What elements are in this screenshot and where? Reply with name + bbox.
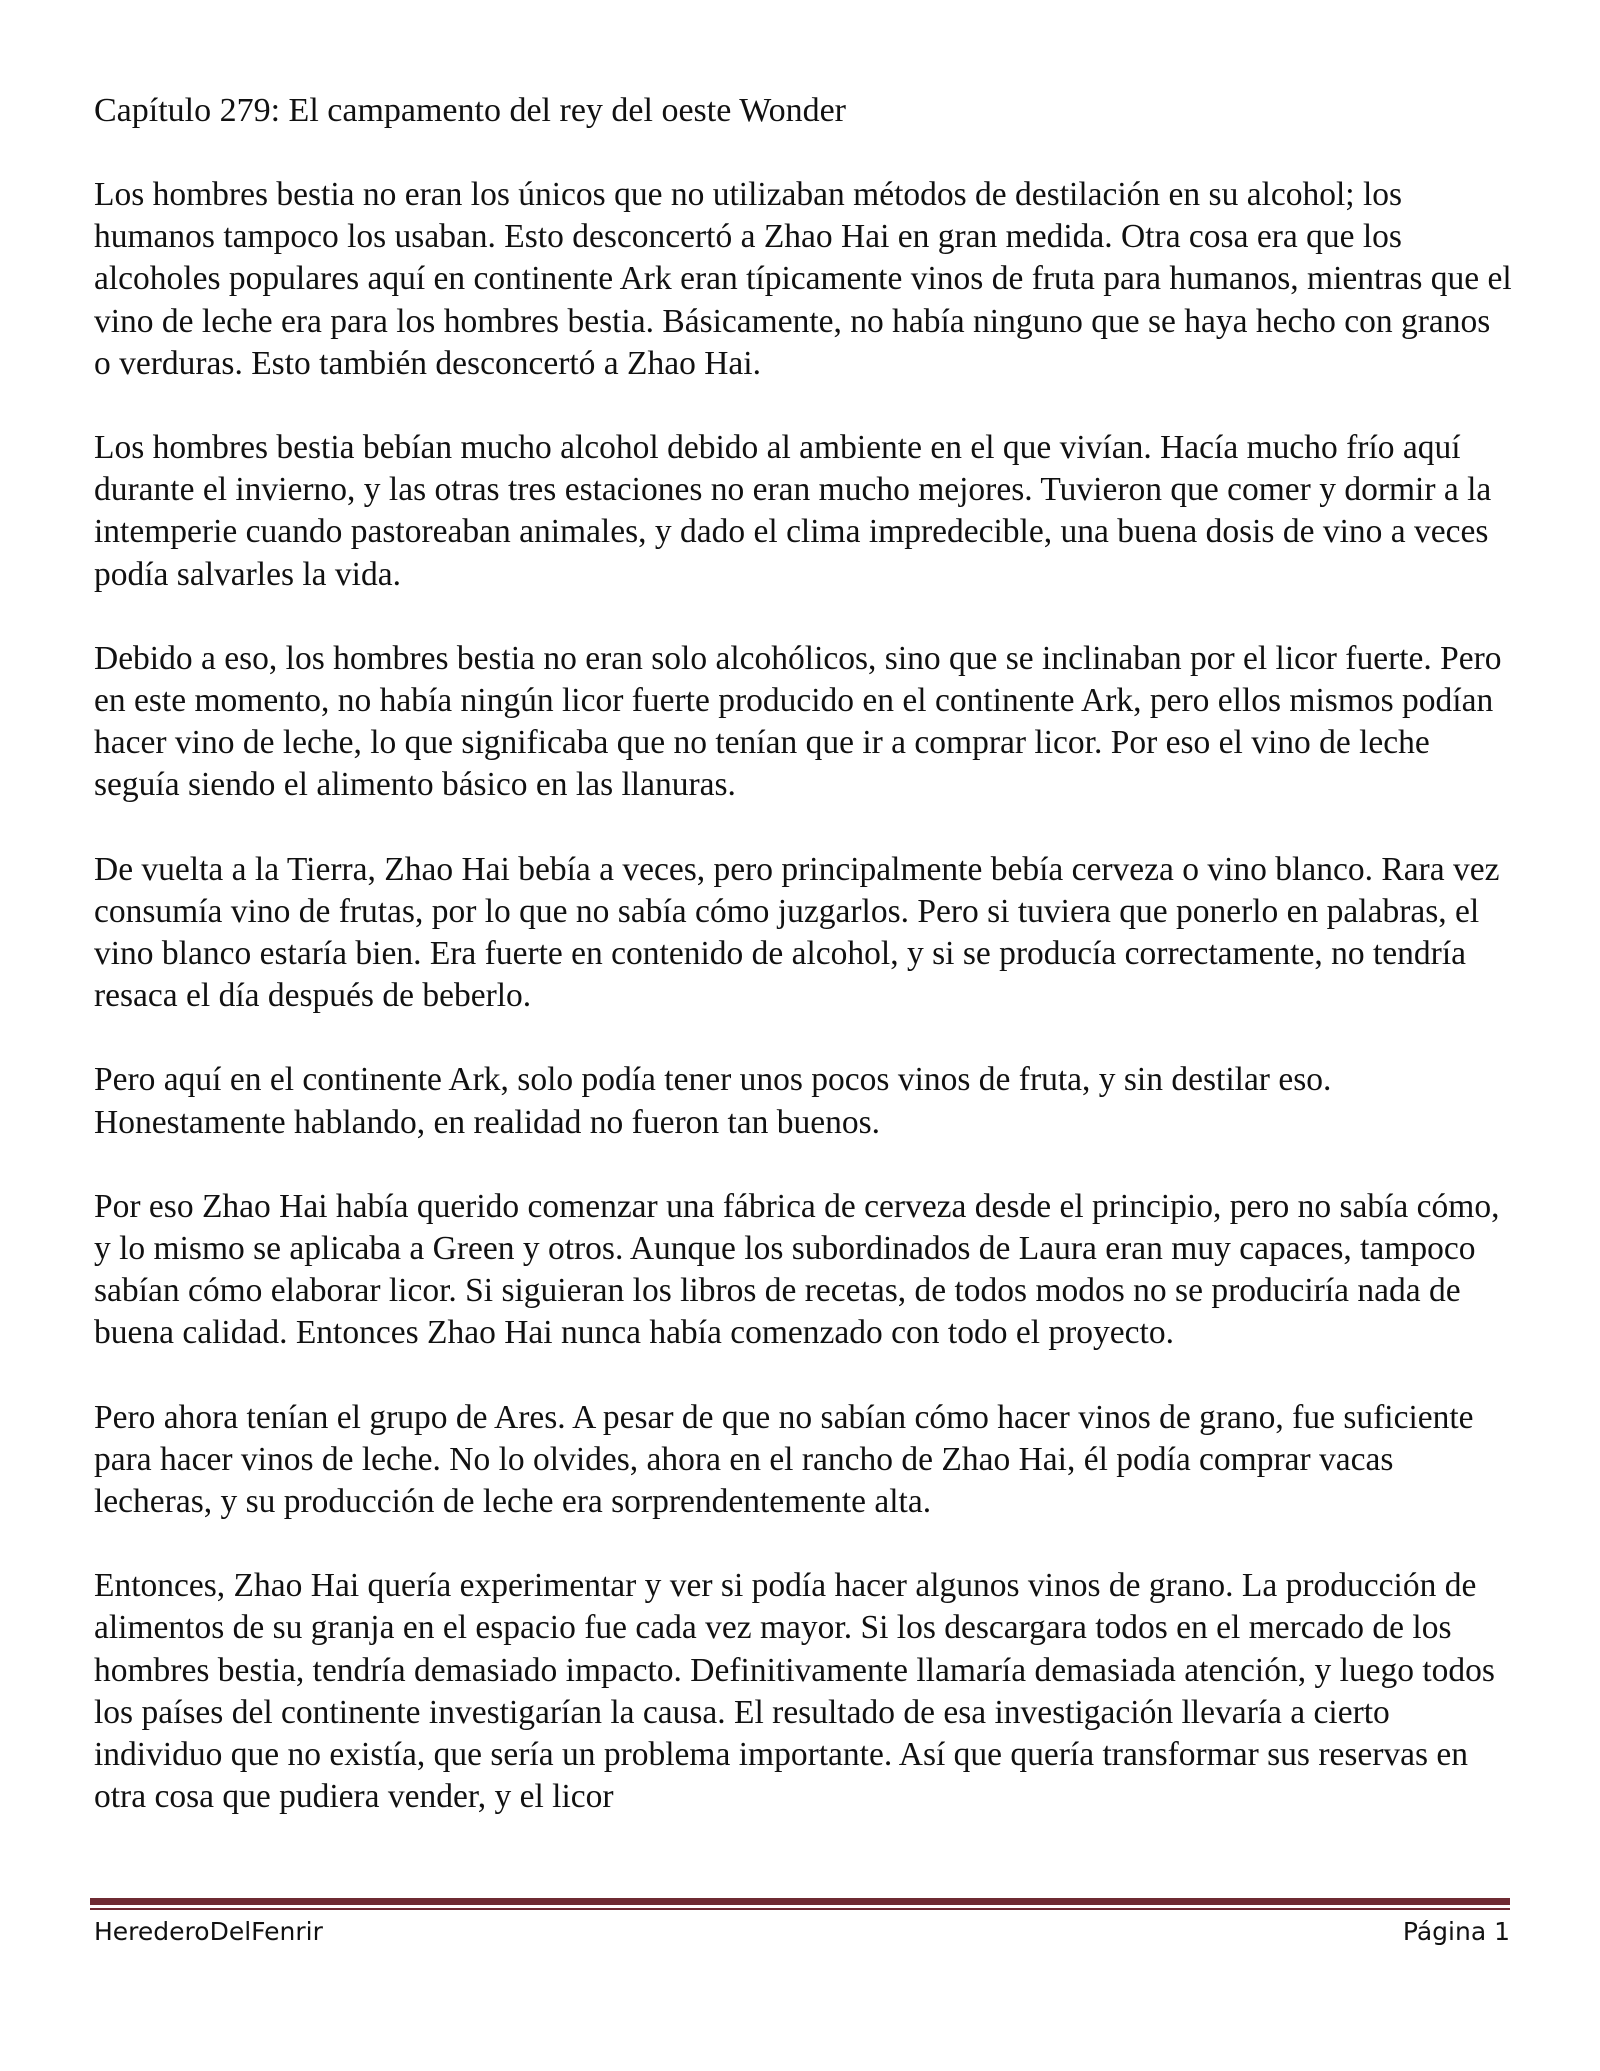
paragraph-2: Los hombres bestia bebían mucho alcohol debido al ambiente en el que vivían. Hacía mucho frío aquí durante el invierno, y las otras tres estaciones no eran mucho mejores. Tuvieron que comer y dormir a la intemperie cuando pastoreaban animales, y dado el clima impredecible, una buena dosis de vino a veces podía salvarles la vida. [94, 429, 1492, 593]
footer-page-number: Página 1 [1402, 1917, 1510, 1946]
paragraph-6: Por eso Zhao Hai había querido comenzar una fábrica de cerveza desde el principio, pero no sabía cómo, y lo mismo se aplicaba a Green y otros. Aunque los subordinados de Laura eran muy capaces, tampoco sabían cómo elaborar licor. Si siguieran los libros de recetas, de todos modos no se produciría nada de buena calidad. Entonces Zhao Hai nunca había comenzado con todo el proyecto. [94, 1187, 1500, 1352]
paragraph-5: Pero aquí en el continente Ark, solo podía tener unos pocos vinos de fruta, y sin destilar eso. Honestamente hablando, en realidad no fueron tan buenos. [94, 1061, 1332, 1141]
footer-divider-thin [90, 1908, 1510, 1910]
footer-divider-thick [90, 1898, 1510, 1905]
paragraph-3: Debido a eso, los hombres bestia no eran solo alcohólicos, sino que se inclinaban por el licor fuerte. Pero en este momento, no había ningún licor fuerte producido en el continente Ark, pero ellos mismos podían hacer vino de leche, lo que significaba que no tenían que ir a comprar licor. Por eso el vino de leche seguía siendo el alimento básico en las llanuras. [94, 639, 1502, 804]
footer-author: HerederoDelFenrir [94, 1917, 323, 1946]
paragraph-4: De vuelta a la Tierra, Zhao Hai bebía a veces, pero principalmente bebía cerveza o vino blanco. Rara vez consumía vino de frutas, por lo que no sabía cómo juzgarlos. Pero si tuviera que ponerlo en palabras, el vino blanco estaría bien. Era fuerte en contenido de alcohol, y si se producía correctamente, no tendría resaca el día después de beberlo. [94, 850, 1500, 1015]
chapter-title: Capítulo 279: El campamento del rey del oeste Wonder [94, 92, 846, 129]
paragraph-1: Los hombres bestia no eran los únicos que no utilizaban métodos de destilación en su alcohol; los humanos tampoco los usaban. Esto desconcertó a Zhao Hai en gran medida. Otra cosa era que los alcoholes populares aquí en continente Ark eran típicamente vinos de fruta para humanos, mientras que el vino de leche era para los hombres bestia. Básicamente, no había ninguno que se haya hecho con granos o verduras. Esto también desconcertó a Zhao Hai. [94, 176, 1512, 382]
paragraph-8: Entonces, Zhao Hai quería experimentar y ver si podía hacer algunos vinos de grano. La producción de alimentos de su granja en el espacio fue cada vez mayor. Si los descargara todos en el mercado de los hombres bestia, tendría demasiado impacto. Definitivamente llamaría demasiada atención, y luego todos los países del continente investigarían la causa. El resultado de esa investigación llevaría a cierto individuo que no existía, que sería un problema importante. Así que quería transformar sus reservas en otra cosa que pudiera vender, y el licor [94, 1567, 1495, 1816]
document-body [94, 90, 1514, 1861]
paragraph-7: Pero ahora tenían el grupo de Ares. A pesar de que no sabían cómo hacer vinos de grano, fue suficiente para hacer vinos de leche. No lo olvides, ahora en el rancho de Zhao Hai, él podía comprar vacas lecheras, y su producción de leche era sorprendentemente alta. [94, 1398, 1474, 1521]
